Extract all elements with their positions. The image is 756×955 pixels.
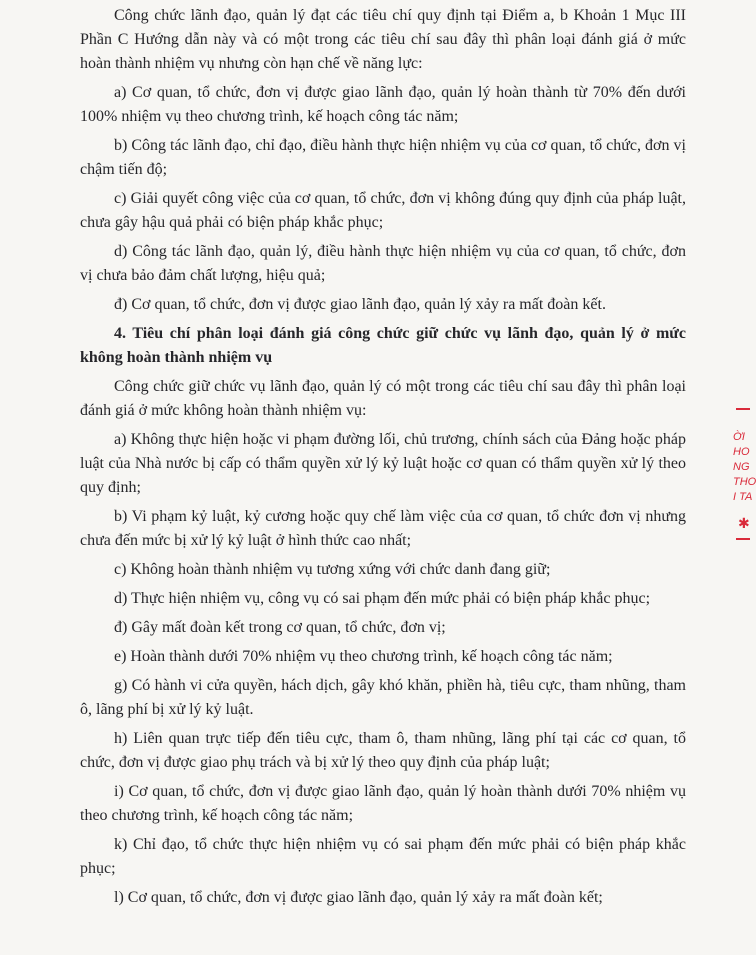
section-4-criterion-a: a) Không thực hiện hoặc vi phạm đường lối, chủ trương, chính sách của Đảng hoặc pháp luật của Nhà nước bị cấp có thẩm quyền xử lý kỷ luật hoặc cơ quan có thẩm quyền xử lý theo quy định; (80, 431, 686, 496)
section-4-criterion-k: k) Chỉ đạo, tổ chức thực hiện nhiệm vụ có sai phạm đến mức phải có biện pháp khắc phục; (80, 836, 686, 877)
stamp-star-icon: ✱ (738, 515, 750, 531)
document-body (80, 4, 686, 915)
stamp-top-rule (736, 408, 750, 410)
stamp-bottom-rule (736, 538, 750, 540)
stamp-line: THO (733, 476, 756, 488)
section-4-intro: Công chức giữ chức vụ lãnh đạo, quản lý có một trong các tiêu chí sau đây thì phân loại đánh giá ở mức không hoàn thành nhiệm vụ: (80, 378, 686, 419)
criterion-d: d) Công tác lãnh đạo, quản lý, điều hành thực hiện nhiệm vụ của cơ quan, tổ chức, đơn vị chưa bảo đảm chất lượng, hiệu quả; (80, 243, 686, 284)
criterion-dd: đ) Cơ quan, tổ chức, đơn vị được giao lãnh đạo, quản lý xảy ra mất đoàn kết. (114, 296, 606, 313)
section-4-criterion-h: h) Liên quan trực tiếp đến tiêu cực, tham ô, tham nhũng, lãng phí tại các cơ quan, tổ chức, đơn vị được giao phụ trách và bị xử lý theo quy định của pháp luật; (80, 730, 686, 771)
stamp-line: NG (733, 461, 750, 473)
section-4-criterion-e: e) Hoàn thành dưới 70% nhiệm vụ theo chương trình, kế hoạch công tác năm; (114, 648, 613, 665)
section-4-criterion-b: b) Vi phạm kỷ luật, kỷ cương hoặc quy chế làm việc của cơ quan, tổ chức đơn vị nhưng chưa đến mức bị xử lý kỷ luật ở hình thức cao nhất; (80, 508, 686, 549)
section-4-criterion-l: l) Cơ quan, tổ chức, đơn vị được giao lãnh đạo, quản lý xảy ra mất đoàn kết; (114, 889, 603, 906)
section-4-criterion-d: d) Thực hiện nhiệm vụ, công vụ có sai phạm đến mức phải có biện pháp khắc phục; (114, 590, 651, 607)
section-4-criterion-i: i) Cơ quan, tổ chức, đơn vị được giao lãnh đạo, quản lý hoàn thành dưới 70% nhiệm vụ theo chương trình, kế hoạch công tác năm; (80, 783, 686, 824)
red-stamp-fragment (727, 398, 756, 546)
section-4-criterion-c: c) Không hoàn thành nhiệm vụ tương xứng với chức danh đang giữ; (114, 561, 551, 578)
section-4-criterion-g: g) Có hành vi cửa quyền, hách dịch, gây khó khăn, phiền hà, tiêu cực, tham nhũng, tham ô, lãng phí bị xử lý kỷ luật. (80, 677, 686, 718)
criterion-c: c) Giải quyết công việc của cơ quan, tổ chức, đơn vị không đúng quy định của pháp luật, chưa gây hậu quả phải có biện pháp khắc phục; (80, 190, 686, 231)
stamp-line: I TA (733, 491, 753, 503)
stamp-line: HO (733, 446, 750, 458)
intro-paragraph: Công chức lãnh đạo, quản lý đạt các tiêu chí quy định tại Điểm a, b Khoản 1 Mục III Phần C Hướng dẫn này và có một trong các tiêu chí sau đây thì phân loại đánh giá ở mức hoàn thành nhiệm vụ nhưng còn hạn chế về năng lực: (80, 7, 686, 72)
criterion-a: a) Cơ quan, tổ chức, đơn vị được giao lãnh đạo, quản lý hoàn thành từ 70% đến dưới 100% nhiệm vụ theo chương trình, kế hoạch công tác năm; (80, 84, 686, 125)
section-4-heading: 4. Tiêu chí phân loại đánh giá công chức giữ chức vụ lãnh đạo, quản lý ở mức không hoàn thành nhiệm vụ (80, 325, 686, 366)
stamp-line: ỜI (733, 431, 745, 443)
section-4-criterion-dd: đ) Gây mất đoàn kết trong cơ quan, tổ chức, đơn vị; (114, 619, 446, 636)
criterion-b: b) Công tác lãnh đạo, chỉ đạo, điều hành thực hiện nhiệm vụ của cơ quan, tổ chức, đơn vị chậm tiến độ; (80, 137, 686, 178)
